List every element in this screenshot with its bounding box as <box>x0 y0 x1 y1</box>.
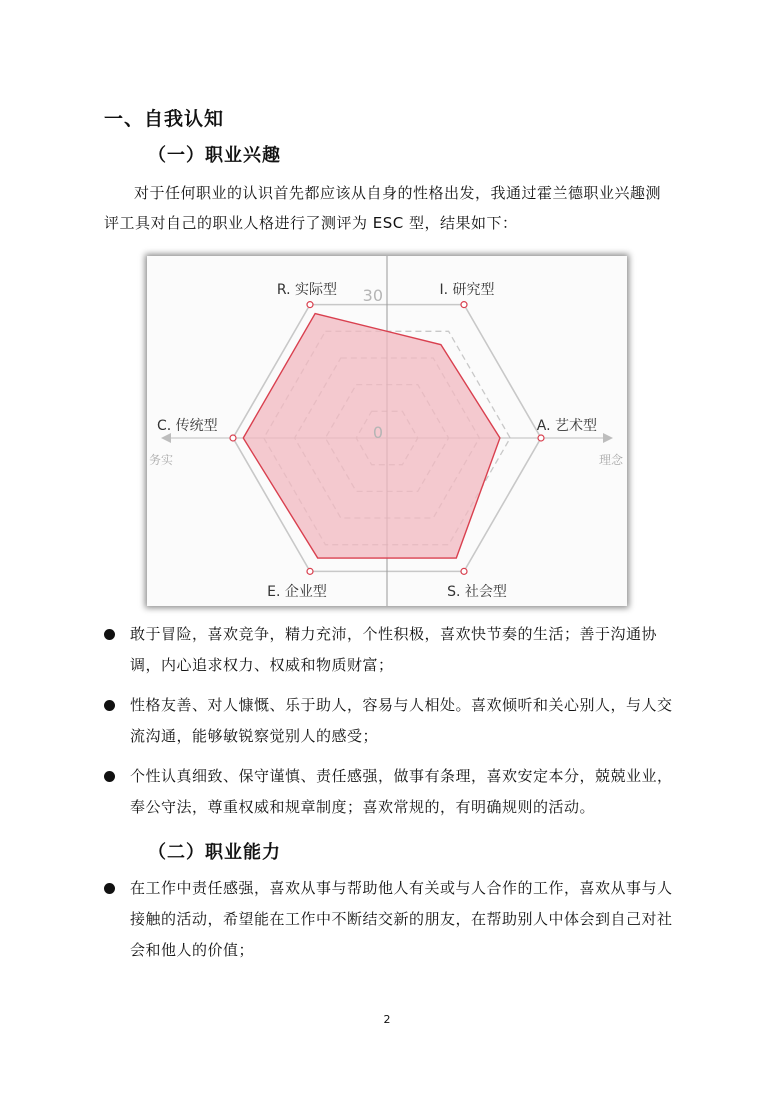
radar-axis-label: E. 企业型 <box>267 584 327 600</box>
intro-paragraph: 对于任何职业的认识首先都应该从自身的性格出发，我通过霍兰德职业兴趣测评工具对自己的职业人格进行了测评为 ESC 型，结果如下： <box>104 184 662 232</box>
bullet-dot-icon <box>104 700 115 711</box>
section-heading: 一、自我认知 <box>104 108 225 130</box>
side-label-right: 理念 <box>598 453 623 467</box>
radar-vertex-dot <box>538 435 544 441</box>
radar-scale-min-label: 0 <box>372 423 383 442</box>
list-item: 性格友善、对人慷慨、乐于助人，容易与人相处。喜欢倾听和关心别人，与人交流沟通，能够敏锐察觉别人的感受； <box>104 690 674 752</box>
list-item: 敢于冒险，喜欢竞争，精力充沛，个性积极，喜欢快节奏的生活；善于沟通协调，内心追求权力、权威和物质财富； <box>104 619 674 681</box>
list-item: 个性认真细致、保守谨慎、责任感强，做事有条理，喜欢安定本分，兢兢业业，奉公守法，尊重权威和规章制度；喜欢常规的，有明确规则的活动。 <box>104 761 674 823</box>
interest-bullet-list <box>104 619 674 832</box>
radar-vertex-dot <box>230 435 236 441</box>
radar-axis-label: S. 社会型 <box>447 584 507 600</box>
radar-vertex-dot <box>461 568 467 574</box>
list-item: 在工作中责任感强，喜欢从事与帮助他人有关或与人合作的工作，喜欢从事与人接触的活动，希望能在工作中不断结交新的朋友，在帮助别人中体会到自己对社会和他人的价值； <box>104 873 674 966</box>
radar-axis-label: A. 艺术型 <box>536 418 597 434</box>
radar-svg <box>147 256 627 606</box>
bullet-dot-icon <box>104 629 115 640</box>
subsection-heading-interest: （一）职业兴趣 <box>148 145 281 166</box>
holland-radar-chart <box>147 256 627 606</box>
bullet-dot-icon <box>104 771 115 782</box>
radar-axis-label: I. 研究型 <box>439 282 495 298</box>
right-arrow-icon <box>603 433 613 443</box>
radar-vertex-dot <box>307 568 313 574</box>
ability-bullet-list <box>104 873 674 975</box>
radar-scale-max-label: 30 <box>362 286 383 305</box>
page-number: 2 <box>383 1013 391 1026</box>
side-label-left: 务实 <box>149 453 174 467</box>
radar-vertex-dot <box>307 302 313 308</box>
radar-vertex-dot <box>461 302 467 308</box>
radar-axis-label: R. 实际型 <box>276 282 338 298</box>
subsection-heading-ability: （二）职业能力 <box>148 842 281 863</box>
bullet-dot-icon <box>104 883 115 894</box>
radar-axis-label: C. 传统型 <box>157 418 218 434</box>
left-arrow-icon <box>161 433 171 443</box>
